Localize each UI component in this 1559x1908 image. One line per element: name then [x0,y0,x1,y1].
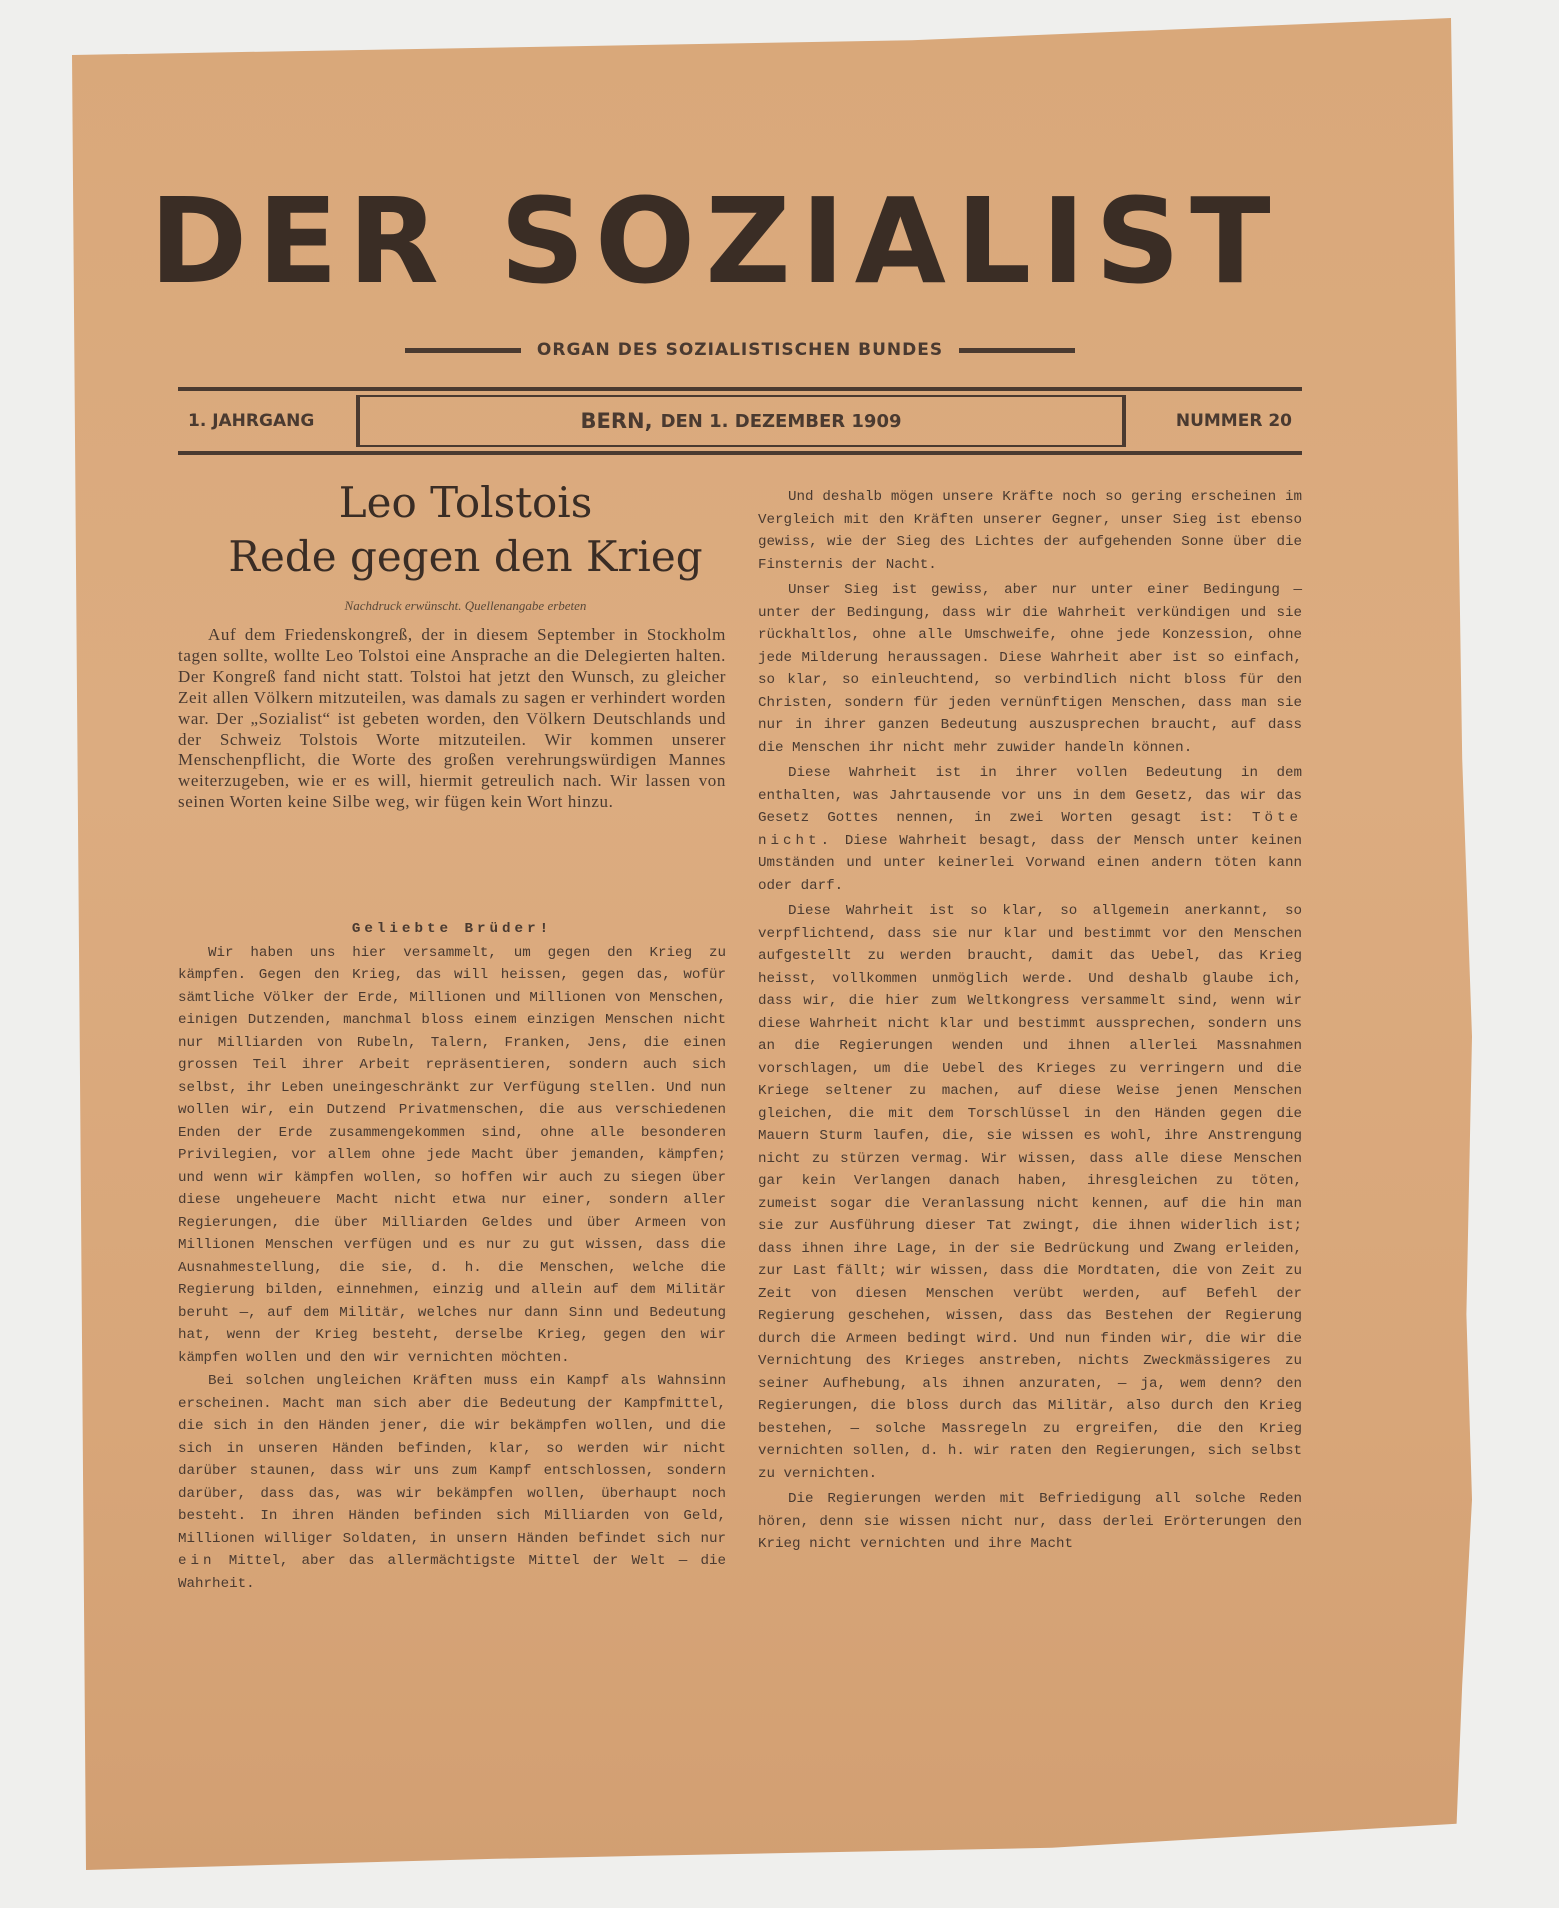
speech-paragraph [178,1370,726,1595]
volume-label: 1. JAHRGANG [188,411,315,431]
organ-subtitle-row [405,340,1075,360]
speech-text: Mittel, aber das allermächtigste Mittel der Welt — die Wahrheit. [178,1553,726,1592]
intro-paragraph: Auf dem Friedenskongreß, der in diesem September in Stockholm tagen sollte, wollte Leo Tolstoi eine Ansprache an die Delegierten halten. Der Kongreß fand nicht statt. Tolstoi hat jetzt den Wunsch, zu gleicher Zeit allen Völkern mitzuteilen, was damals zu sagen er verhindert worden war. Der „Sozialist“ ist gebeten worden, den Völkern Deutschlands und der Schweiz Tolstois Worte mitzuteilen. Wir kommen unserer Menschenpflicht, die Worte des großen verehrungswürdigen Mannes weiterzugeben, wie er es will, hiermit getreulich nach. Wir lassen von seinen Worten keine Silbe weg, wir fügen kein Wort hinzu. [178,625,726,812]
date-label: DEN 1. DEZEMBER 1909 [660,410,902,432]
article-title-line1: Leo Tolstois [338,478,593,527]
editorial-intro [178,625,726,813]
speech-paragraph: Wir haben uns hier versammelt, um gegen den Krieg zu kämpfen. Gegen den Krieg, das will heissen, gegen das, wofür sämtliche Völker der Erde, Millionen und Millionen von Menschen, einigen Dutzenden, manchmal bloss einem einzigen Menschen nicht nur Milliarden von Rubeln, Talern, Franken, Jens, die einen grossen Teil ihrer Arbeit repräsentieren, sondern auch sich selbst, ihr Leben uneingeschränkt zur Verfügung stellen. Und nun wollen wir, ein Dutzend Privatmenschen, die aus verschiedenen Enden der Erde zusammengekommen sind, ohne alle besonderen Privilegien, vor allem ohne jede Macht über jemanden, kämpfen; und wenn wir kämpfen wollen, so hoffen wir auch zu siegen über diese ungeheuere Macht nicht etwa nur einer, sondern aller Regierungen, die über Milliarden Geldes und über Armeen von Millionen Menschen verfügen und es nur zu gut wissen, dass die Ausnahmestellung, die sie, d. h. die Menschen, welche die Regierung bilden, einnehmen, einzig und allein auf dem Militär beruht —, auf dem Militär, welches nur dann Sinn und Bedeutung hat, wenn der Krieg besteht, derselbe Krieg, gegen den wir kämpfen wollen und den wir vernichten möchten. [178,944,726,1366]
place-label: BERN, [580,409,653,433]
speech-paragraph: Und deshalb mögen unsere Kräfte noch so gering erscheinen im Vergleich mit den Kräften unserer Gegner, unser Sieg ist ebenso gewiss, wie der Sieg des Lichtes der aufgehenden Sonne über die Finsternis der Nacht. [758,489,1302,573]
newspaper-masthead: DER SOZIALIST [149,172,1281,310]
emphasis-text: Töte nicht. [758,810,1302,849]
article-title-line2: Rede gegen den Krieg [228,532,703,581]
speech-column-right [758,486,1302,1556]
speech-paragraph: Unser Sieg ist gewiss, aber nur unter einer Bedingung — unter der Bedingung, dass wir die Wahrheit verkündigen und sie rückhaltlos, ohne alle Umschweife, ohne jede Konzession, ohne jede Milderung heraussagen. Diese Wahrheit aber ist so einfach, so klar, so einleuchtend, so verbindlich nicht bloss für den Christen, sondern für jeden vernünftigen Menschen, dass man sie nur in ihrer ganzen Bedeutung auszusprechen braucht, auf dass die Menschen ihr nicht mehr zuwider handeln können. [758,582,1302,756]
speech-column-left [178,918,726,1595]
place-date [356,395,1126,447]
speech-text: Diese Wahrheit ist in ihrer vollen Bedeutung in dem enthalten, was Jahrtausende vor uns in dem Gesetz, das wir das Gesetz Gottes nennen, in zwei Worten gesagt ist: [758,765,1302,826]
speech-paragraph [758,762,1302,897]
speech-text: Bei solchen ungleichen Kräften muss ein Kampf als Wahnsinn erscheinen. Macht man sich aber die Bedeutung der Kampfmittel, die sich in den Händen jener, die wir bekämpfen wollen, und die sich in unseren Händen befinden, klar, so werden wir nicht darüber staunen, dass wir uns zum Kampf entschlossen, sondern darüber, dass das, was wir bekämpfen wollen, überhaupt noch besteht. In ihren Händen befinden sich Milliarden von Geld, Millionen williger Soldaten, in unsern Händen befindet sich nur [178,1373,726,1547]
salutation: Geliebte Brüder! [351,921,553,937]
speech-paragraph: Diese Wahrheit ist so klar, so allgemein anerkannt, so verpflichtend, dass sie nur klar und bestimmt vor den Menschen aufgestellt zu werden braucht, damit das Uebel, das Krieg heisst, vollkommen unmöglich werde. Und deshalb glaube ich, dass wir, die hier zum Weltkongress versammelt sind, wenn wir diese Wahrheit nicht klar und bestimmt aussprechen, sondern uns an die Regierungen wenden und ihnen allerlei Massnahmen vorschlagen, um die Uebel des Krieges zu verringern und die Kriege seltener zu machen, auf diese Weise jenen Menschen gleichen, die mit dem Torschlüssel in den Händen gegen die Mauern Sturm laufen, die, sie wissen es wohl, ihre Anstrengung nicht zu stürzen vermag. Wir wissen, dass alle diese Menschen gar kein Verlangen danach haben, ihresgleichen zu töten, zumeist sogar die Veranlassung nicht kennen, auf die hin man sie zur Ausführung dieser Tat zwingt, die ihnen widerlich ist; dass ihnen ihre Lage, in der sie Bedrückung und Zwang erleiden, zur Last fällt; wir wissen, dass die Mordtaten, die von Zeit zu Zeit von diesen Menschen verübt werden, auf Befehl der Regierung geschehen, wissen, dass das Bestehen der Regierung durch die Armeen bedingt wird. Und nun finden wir, die wir die Vernichtung des Krieges anstreben, nichts Zweckmässigeres zu seiner Aufhebung, als ihnen anzuraten, — ja, wem denn? den Regierungen, die bloss durch das Militär, also durch den Krieg bestehen, — solche Massregeln zu ergreifen, die den Krieg vernichten sollen, d. h. wir raten den Regierungen, sich selbst zu vernichten. [758,903,1302,1482]
organ-subtitle: ORGAN DES SOZIALISTISCHEN BUNDES [536,340,944,360]
reprint-note: Nachdruck erwünscht. Quellenangabe erbeten [344,598,587,613]
dateline-bar [178,387,1302,455]
emphasis-text: ein [178,1553,216,1569]
issue-number: NUMMER 20 [1175,411,1292,431]
organ-rule-left [405,348,521,353]
organ-rule-right [959,348,1075,353]
speech-paragraph: Die Regierungen werden mit Befriedigung all solche Reden hören, denn sie wissen nicht nur, dass derlei Erörterungen den Krieg nicht vernichten und ihre Macht [758,1491,1302,1552]
speech-text: Diese Wahrheit besagt, dass der Mensch unter keinen Umständen und unter keinerlei Vorwand einen andern töten kann oder darf. [758,832,1302,894]
